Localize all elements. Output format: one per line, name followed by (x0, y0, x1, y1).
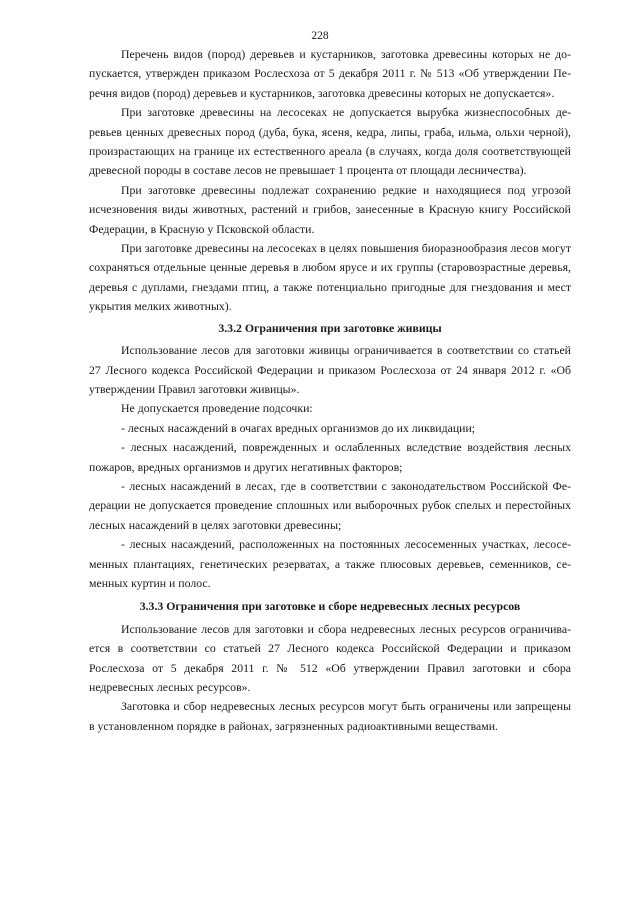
section-heading-3-3-3: 3.3.3 Ограничения при заготовке и сборе недревесных лесных ресурсов (139, 599, 521, 614)
paragraph: Не допускается проведение подсочки: (121, 401, 313, 416)
paragraph: При заготовке древесины подлежат сохранению редкие и находящиеся под угрозой исчезновения виды животных, растений и грибов, занесенные в Красную книгу Российской Федерации, в Красную у Псковской области. (89, 182, 571, 236)
paragraph: При заготовке древесины на лесосеках в целях повышения биоразнообразия лесов могут сохраняться отдельные ценные деревья в любом ярусе и их группы (старовозрастные деревья, деревья с дуплами, гнездами птиц, а также потенциально пригодные для гнездования и мест укрытия мелких животных). (89, 241, 571, 314)
paragraph: Использование лесов для заготовки и сбора недревесных лесных ресурсов ограничивается в соответствии со статьей 27 Лесного кодекса Российской Федерации и приказом Рослесхоза от 5 декабря 2011 г. № 512 «Об утверждении Правил заготовки и сбора недревесных лесных ресурсов». (89, 621, 571, 694)
document-body (89, 45, 571, 736)
list-item: - лесных насаждений в очагах вредных организмов до их ликвидации; (121, 420, 476, 435)
page-number: 228 (311, 30, 329, 42)
paragraph: Заготовка и сбор недревесных лесных ресурсов могут быть ограничены или запрещены в установленном порядке в районах, загрязненных радиоактивными веществами. (89, 699, 571, 733)
list-item: - лесных насаждений, расположенных на постоянных лесосеменных участках, лесосеменных плантациях, генетических резерватах, а также плюсовых деревьев, семенников, семенных куртин и полос. (89, 537, 571, 590)
paragraph: Использование лесов для заготовки живицы ограничивается в соответствии со статьей 27 Лесного кодекса Российской Федерации и приказом Рослесхоза от 24 января 2012 г. «Об утверждении Правил заготовки живицы». (89, 343, 571, 396)
list-item: - лесных насаждений, поврежденных и ослабленных вследствие воздействия лесных пожаров, вредных организмов и других негативных факторов; (89, 440, 571, 474)
section-heading-3-3-2: 3.3.2 Ограничения при заготовке живицы (218, 320, 442, 335)
paragraph: Перечень видов (пород) деревьев и кустарников, заготовка древесины которых не допускается, утвержден приказом Рослесхоза от 5 декабря 2011 г. № 513 «Об утверждении Перечня видов (пород) деревьев и кустарников, заготовка древесины которых не допускается». (89, 47, 571, 100)
list-item: - лесных насаждений в лесах, где в соответствии с законодательством Российской Федерации не допускается проведение сплошных или выборочных рубок спелых и перестойных лесных насаждений в целях заготовки древесины; (89, 478, 571, 532)
paragraph: При заготовке древесины на лесосеках не допускается вырубка жизнеспособных деревьев ценных древесных пород (дуба, бука, ясеня, кедра, липы, граба, ильма, ольхи черной), произрастающих на границе их естественного ареала (в случаях, когда доля соответствующей древесной породы в составе лесов не превышает 1 процента от площади лесничества). (89, 105, 571, 178)
